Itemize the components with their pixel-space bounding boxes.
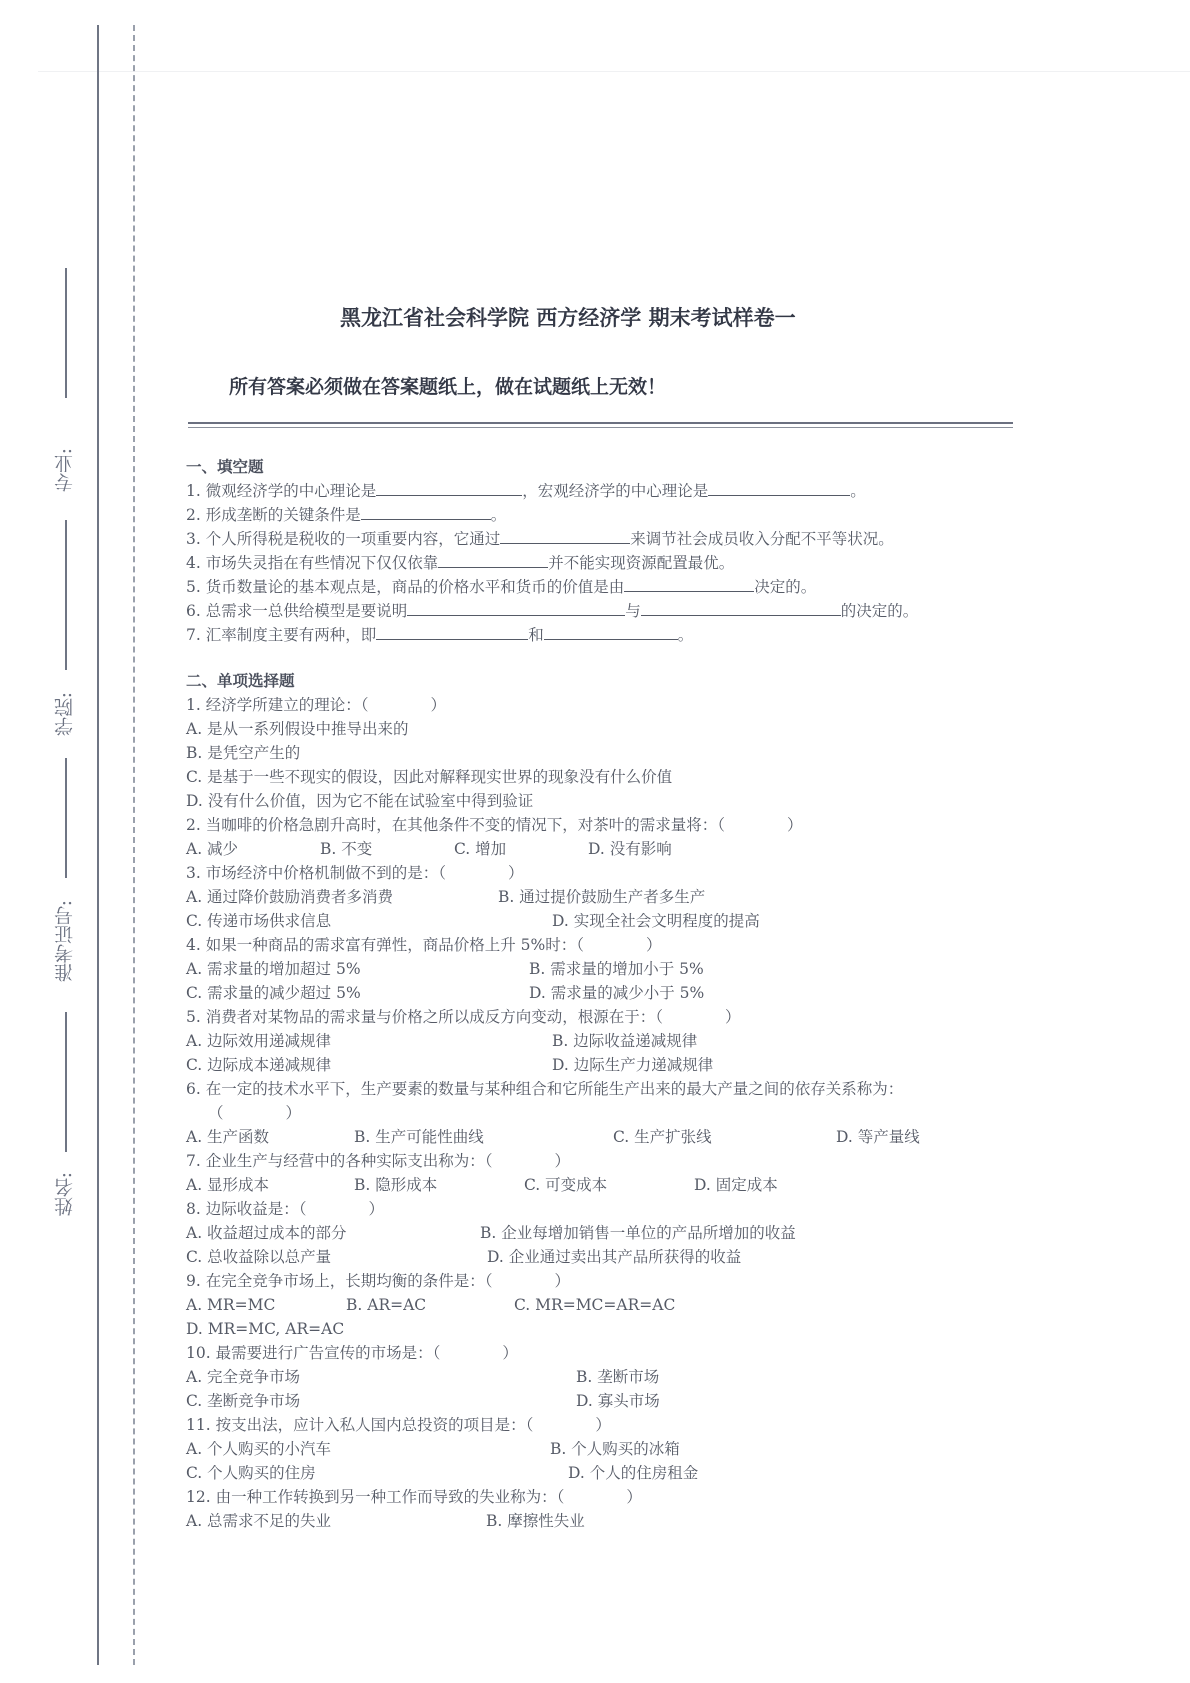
mc-q11-option-b: B. 个人购买的冰箱	[550, 1440, 680, 1458]
mc-q2-option-d: D. 没有影响	[588, 840, 672, 858]
mc-q9-option-c: C. MR=MC=AR=AC	[514, 1296, 676, 1314]
blank[interactable]	[407, 600, 625, 616]
blank[interactable]	[624, 576, 754, 592]
mc-q8-option-c: C. 总收益除以总产量	[186, 1248, 332, 1266]
mc-q2-stem: 2. 当咖啡的价格急剧升高时，在其他条件不变的情况下，对茶叶的需求量将：（ ）	[186, 816, 803, 834]
mc-q11-option-a: A. 个人购买的小汽车	[186, 1440, 332, 1458]
mc-q8-option-a: A. 收益超过成本的部分	[186, 1224, 347, 1242]
mc-q2-option-a: A. 减少	[186, 840, 239, 858]
mc-q10-stem: 10. 最需要进行广告宣传的市场是：（ ）	[186, 1344, 518, 1362]
major-line	[65, 268, 67, 398]
exam-no-label: 准考证号:	[54, 900, 76, 983]
mc-q12-option-b: B. 摩擦性失业	[486, 1512, 585, 1530]
fill-q1-text: 1. 微观经济学的中心理论是 ，宏观经济学的中心理论是 。	[186, 482, 866, 500]
exam-no-line	[65, 758, 67, 878]
mc-q12-option-a: A. 总需求不足的失业	[186, 1512, 332, 1530]
mc-q8-stem: 8. 边际收益是：（ ）	[186, 1200, 384, 1218]
mc-q10-option-b: B. 垄断市场	[576, 1368, 660, 1386]
mc-q4-option-d: D. 需求量的减少小于 5%	[529, 984, 705, 1002]
major-field	[40, 268, 90, 398]
mc-q10-option-c: C. 垄断竞争市场	[186, 1392, 301, 1410]
mc-q10-option-d: D. 寡头市场	[576, 1392, 660, 1410]
title-rule-thin	[188, 427, 1013, 428]
mc-q9-option-b: B. AR=AC	[346, 1296, 427, 1314]
mc-q5-option-c: C. 边际成本递减规律	[186, 1056, 332, 1074]
name-label: 姓名:	[54, 1172, 76, 1217]
major-label: 专业:	[54, 448, 76, 493]
blank[interactable]	[438, 552, 548, 568]
mc-q5-option-a: A. 边际效用递减规律	[186, 1032, 332, 1050]
mc-q6-option-c: C. 生产扩张线	[613, 1128, 712, 1146]
mc-q3-option-c: C. 传递市场供求信息	[186, 912, 332, 930]
mc-q1-option-c: C. 是基于一些不现实的假设，因此对解释现实世界的现象没有什么价值	[186, 768, 673, 786]
mc-q3-option-a: A. 通过降价鼓励消费者多消费	[186, 888, 394, 906]
mc-q2-option-c: C. 增加	[454, 840, 507, 858]
cut-line	[133, 25, 135, 1665]
blank[interactable]	[544, 624, 678, 640]
mc-q6-option-b: B. 生产可能性曲线	[354, 1128, 484, 1146]
mc-q6-stem-cont: （ ）	[208, 1104, 302, 1122]
name-label-box	[40, 1172, 90, 1221]
mc-q5-stem: 5. 消费者对某物品的需求量与价格之所以成反方向变动，根源在于：（ ）	[186, 1008, 741, 1026]
name-line	[65, 1012, 67, 1152]
fill-q7-text: 7. 汇率制度主要有两种，即 和 。	[186, 626, 694, 644]
fill-q5-text: 5. 货币数量论的基本观点是，商品的价格水平和货币的价值是由 决定的。	[186, 578, 817, 596]
section-fill-heading: 一、填空题	[186, 457, 264, 476]
mc-q4-option-a: A. 需求量的增加超过 5%	[186, 960, 361, 978]
mc-q4-stem: 4. 如果一种商品的需求富有弹性，商品价格上升 5%时：（ ）	[186, 936, 662, 954]
exam-title: 黑龙江省社会科学院 西方经济学 期末考试样卷一	[340, 305, 796, 330]
college-label: 学院:	[54, 692, 76, 737]
fill-question-4	[186, 551, 1016, 575]
top-band	[38, 71, 1190, 72]
name-field	[40, 1012, 90, 1152]
title-rule	[188, 422, 1013, 424]
mc-q9-option-a: A. MR=MC	[186, 1296, 276, 1314]
fill-question-1	[186, 479, 1016, 503]
mc-q4-option-c: C. 需求量的减少超过 5%	[186, 984, 361, 1002]
fill-q2-text: 2. 形成垄断的关键条件是 。	[186, 506, 507, 524]
mc-q9-option-d: D. MR=MC, AR=AC	[186, 1320, 345, 1338]
exam-no-label-box	[40, 900, 90, 987]
binding-line	[97, 25, 99, 1665]
mc-q1-option-d: D. 没有什么价值，因为它不能在试验室中得到验证	[186, 792, 534, 810]
blank[interactable]	[376, 624, 528, 640]
fill-question-7	[186, 623, 1016, 647]
mc-q6-stem: 6. 在一定的技术水平下，生产要素的数量与某种组合和它所能生产出来的最大产量之间的依存关系称为：	[186, 1080, 904, 1098]
mc-q3-option-b: B. 通过提价鼓励生产者多生产	[498, 888, 706, 906]
mc-q3-stem: 3. 市场经济中价格机制做不到的是：（ ）	[186, 864, 524, 882]
mc-q1-option-b: B. 是凭空产生的	[186, 744, 301, 762]
mc-q5-option-d: D. 边际生产力递减规律	[552, 1056, 714, 1074]
mc-q12-stem: 12. 由一种工作转换到另一种工作而导致的失业称为：（ ）	[186, 1488, 642, 1506]
fill-q6-text: 6. 总需求一总供给模型是要说明 与 的决定的。	[186, 602, 919, 620]
mc-q3-option-d: D. 实现全社会文明程度的提高	[552, 912, 760, 930]
blank[interactable]	[641, 600, 841, 616]
college-label-box	[40, 692, 90, 741]
fill-question-3	[186, 527, 1016, 551]
mc-q6-option-a: A. 生产函数	[186, 1128, 270, 1146]
exam-no-field	[40, 758, 90, 878]
mc-q11-option-c: C. 个人购买的住房	[186, 1464, 316, 1482]
mc-q6-option-d: D. 等产量线	[836, 1128, 920, 1146]
college-line	[65, 520, 67, 670]
mc-q4-option-b: B. 需求量的增加小于 5%	[529, 960, 704, 978]
blank[interactable]	[708, 480, 850, 496]
major-label-box	[40, 448, 90, 497]
mc-q8-option-d: D. 企业通过卖出其产品所获得的收益	[487, 1248, 742, 1266]
fill-q4-text: 4. 市场失灵指在有些情况下仅仅依靠 并不能实现资源配置最优。	[186, 554, 735, 572]
answer-notice: 所有答案必须做在答案题纸上，做在试题纸上无效！	[229, 376, 667, 398]
mc-q8-option-b: B. 企业每增加销售一单位的产品所增加的收益	[480, 1224, 796, 1242]
mc-q11-stem: 11. 按支出法，应计入私人国内总投资的项目是：（ ）	[186, 1416, 611, 1434]
mc-q7-option-a: A. 显形成本	[186, 1176, 270, 1194]
mc-q7-stem: 7. 企业生产与经营中的各种实际支出称为：（ ）	[186, 1152, 570, 1170]
blank[interactable]	[376, 480, 522, 496]
fill-q3-text: 3. 个人所得税是税收的一项重要内容，它通过 来调节社会成员收入分配不平等状况。	[186, 530, 894, 548]
mc-q1-option-a: A. 是从一系列假设中推导出来的	[186, 720, 409, 738]
fill-question-5	[186, 575, 1016, 599]
section-mc-heading: 二、单项选择题	[186, 671, 295, 690]
college-field	[40, 520, 90, 670]
mc-q7-option-d: D. 固定成本	[694, 1176, 778, 1194]
mc-q7-option-b: B. 隐形成本	[354, 1176, 438, 1194]
fill-question-6	[186, 599, 1016, 623]
blank[interactable]	[361, 504, 491, 520]
fill-question-2	[186, 503, 1016, 527]
mc-q7-option-c: C. 可变成本	[524, 1176, 608, 1194]
exam-content	[186, 455, 1016, 1533]
mc-q11-option-d: D. 个人的住房租金	[568, 1464, 699, 1482]
mc-q5-option-b: B. 边际收益递减规律	[552, 1032, 698, 1050]
blank[interactable]	[500, 528, 630, 544]
mc-q1-stem: 1. 经济学所建立的理论：（ ）	[186, 696, 446, 714]
mc-q10-option-a: A. 完全竞争市场	[186, 1368, 301, 1386]
mc-q9-stem: 9. 在完全竞争市场上，长期均衡的条件是：（ ）	[186, 1272, 570, 1290]
mc-q2-option-b: B. 不变	[320, 840, 373, 858]
